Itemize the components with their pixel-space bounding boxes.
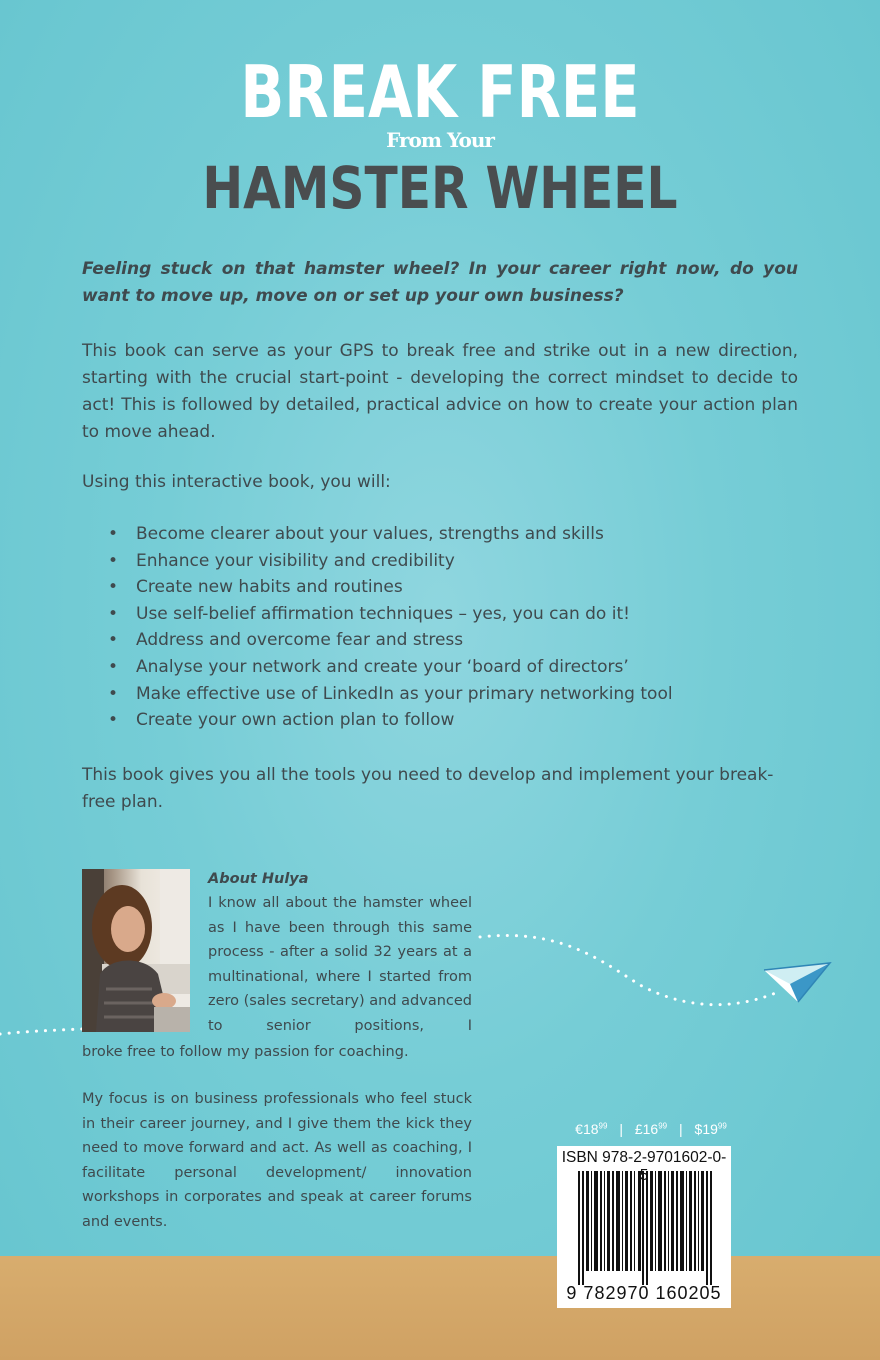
lead-question: Feeling stuck on that hamster wheel? In your career right now, do you want to move up, move on or set up your own business? bbox=[82, 259, 798, 306]
list-item: • Create new habits and routines bbox=[108, 574, 673, 601]
list-intro: Using this interactive book, you will: bbox=[82, 472, 391, 492]
price-list bbox=[562, 1121, 740, 1137]
title-from-your: From Your bbox=[386, 128, 494, 152]
about-text: I know all about the hamster wheel as I have been through this same process - after a solid 32 years at a multinational, where I started from zero (sales secretary) and advanced to senior positions, I bbox=[208, 895, 472, 1034]
list-item: • Make effective use of LinkedIn as your primary networking tool bbox=[108, 681, 673, 708]
closing-paragraph: This book gives you all the tools you need to develop and implement your break-free plan. bbox=[82, 765, 774, 812]
about-text-end: broke free to follow my passion for coaching. bbox=[82, 1044, 409, 1060]
title-break-free: BREAK FREE bbox=[240, 50, 640, 134]
list-item: • Become clearer about your values, strengths and skills bbox=[108, 521, 673, 548]
isbn-text: ISBN 978-2-9701602-0- bbox=[561, 1149, 727, 1166]
barcode-label bbox=[557, 1146, 731, 1308]
author-photo bbox=[82, 869, 190, 1032]
title-hamster-wheel: HAMSTER WHEEL bbox=[202, 154, 678, 222]
price-gbp: $£16^{99}$ bbox=[634, 1121, 668, 1137]
paper-plane-icon bbox=[764, 963, 830, 1002]
intro-paragraph: This book can serve as your GPS to break free and strike out in a new direction, starting with the crucial start-point - developing the correct mindset to decide to act! This is followed by detailed, practical advice on how to create your action plan to move ahead. bbox=[82, 341, 798, 442]
list-item: • Use self-belief affirmation techniques – yes, you can do it! bbox=[108, 601, 673, 628]
list-item: • Address and overcome fear and stress bbox=[108, 627, 673, 654]
benefits-list bbox=[108, 521, 673, 734]
list-item: • Create your own action plan to follow bbox=[108, 707, 673, 734]
barcode-icon bbox=[578, 1171, 718, 1285]
price-usd: $\$19^{99}$ bbox=[694, 1121, 727, 1137]
price-eur: $€18^{99}$ bbox=[575, 1121, 608, 1137]
list-item: • Enhance your visibility and credibility bbox=[108, 548, 673, 575]
ean-digits: 9 782970 160205 bbox=[566, 1283, 722, 1303]
floor-band bbox=[0, 1256, 880, 1360]
price-separator: | bbox=[619, 1121, 623, 1137]
list-item: • Analyse your network and create your ‘board of directors’ bbox=[108, 654, 673, 681]
about-focus-paragraph: My focus is on business professionals who feel stuck in their career journey, and I give them the kick they need to move forward and act. As well as coaching, I facilitate personal development/ innovation workshops in corporates and speak at career forums and events. bbox=[82, 1091, 472, 1230]
price-separator: | bbox=[679, 1121, 683, 1137]
about-heading: About Hulya bbox=[208, 871, 309, 887]
